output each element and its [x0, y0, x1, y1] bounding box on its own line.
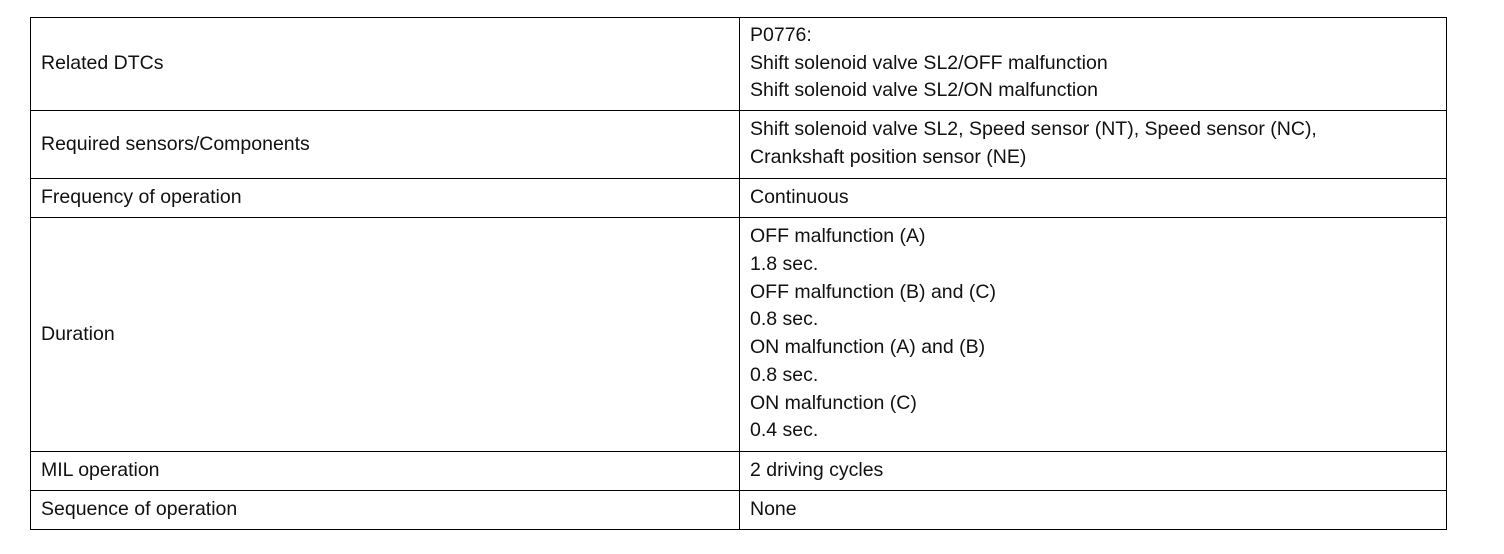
duration-value-line: ON malfunction (A) and (B) [750, 336, 986, 359]
duration-value-line: 0.4 sec. [750, 419, 819, 442]
table-row-related-dtcs [31, 18, 1447, 111]
related-dtcs-label: Related DTCs [31, 18, 740, 111]
mil-operation-label: MIL operation [31, 452, 740, 491]
duration-value-line: 1.8 sec. [750, 253, 819, 275]
frequency-value-line: Continuous [750, 185, 849, 208]
related-dtcs-value-line: P0776: [750, 24, 812, 46]
mil-operation-value-line: 2 driving cycles [750, 458, 884, 481]
sequence-value [740, 491, 1447, 530]
duration-value-line: 0.8 sec. [750, 363, 819, 386]
spec-table-body [31, 18, 1447, 530]
dtc-spec-table [30, 17, 1447, 530]
frequency-label: Frequency of operation [31, 179, 740, 218]
required-sensors-value-line: Crankshaft position sensor (NE) [750, 146, 1027, 169]
related-dtcs-value-line: Shift solenoid valve SL2/OFF malfunction [750, 51, 1108, 74]
duration-value-line: OFF malfunction (B) and (C) [750, 280, 996, 303]
table-row-mil-operation [31, 452, 1447, 491]
table-row-frequency [31, 179, 1447, 218]
duration-value-line: OFF malfunction (A) [750, 225, 926, 248]
table-row-sequence [31, 491, 1447, 530]
frequency-value [740, 179, 1447, 218]
duration-value [740, 218, 1447, 452]
required-sensors-value-line: Shift solenoid valve SL2, Speed sensor (NT), Speed sensor (NC), [750, 118, 1317, 141]
duration-value-line: ON malfunction (C) [750, 391, 917, 414]
sequence-value-line: None [750, 497, 797, 520]
related-dtcs-value [740, 18, 1447, 111]
table-row-duration [31, 218, 1447, 452]
table-row-required-sensors [31, 111, 1447, 179]
mil-operation-value [740, 452, 1447, 491]
sequence-label: Sequence of operation [31, 491, 740, 530]
duration-value-line: 0.8 sec. [750, 308, 819, 331]
required-sensors-label: Required sensors/Components [31, 111, 740, 179]
duration-label: Duration [31, 218, 740, 452]
related-dtcs-value-line: Shift solenoid valve SL2/ON malfunction [750, 79, 1098, 102]
required-sensors-value [740, 111, 1447, 179]
